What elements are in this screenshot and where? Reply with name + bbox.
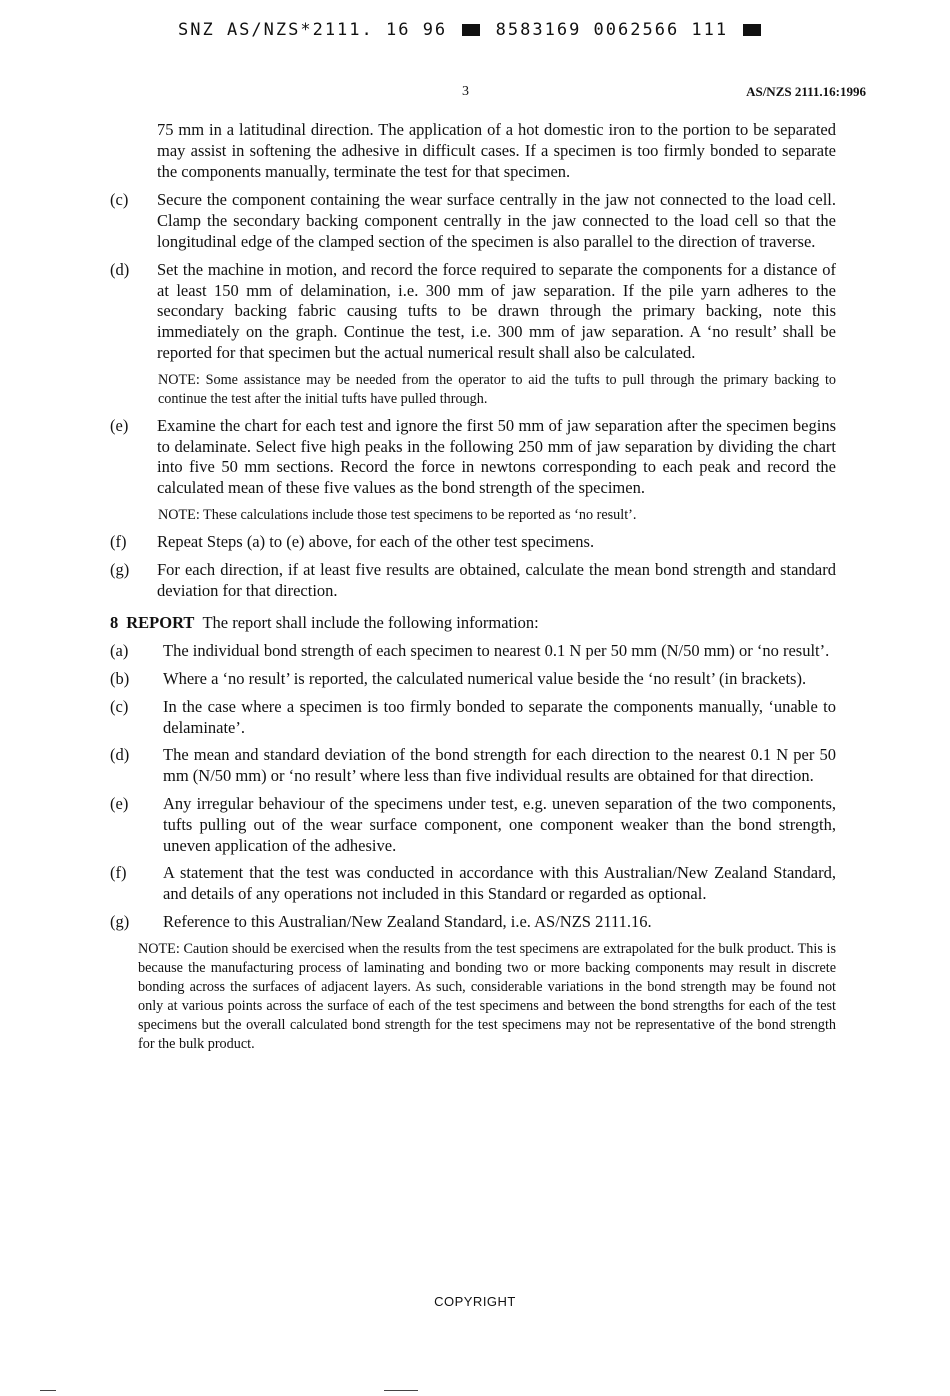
item-label: (c) [110,696,129,716]
final-note: NOTE: Caution should be exercised when the results from the test specimens are extrapolated for the bulk product. This is because the manufacturing process of laminating and bonding two or more backing components may result in discrete bonding across the surfaces of adjacent layers. As such, considerable variations in the bond strength may be found not only at various points across the surface of each of the test specimens and between the bond strengths for each of the test specimens but the overall calculated bond strength for the test specimens may not be representative of the bond strength for the bulk product. [138,940,836,1052]
report-item [110,669,836,690]
item-text: Any irregular behaviour of the specimens under test, e.g. uneven separation of the two components, tufts pulling out of the wear surface component, one component weaker than the bond strength, uneven application of the adhesive. [163,793,836,855]
item-text: Reference to this Australian/New Zealand Standard, i.e. AS/NZS 2111.16. [163,911,652,931]
step-text: Set the machine in motion, and record the force required to separate the components for a distance of at least 150 mm of delamination, i.e. 300 mm of jaw separation. If the pile yarn adheres to the secondary backing fabric causing tufts to be drawn through the primary backing, note this immediately on the graph. Continue the test, i.e. 300 mm of jaw separation. A ‘no result’ shall be reported for that specimen but the actual numerical result shall also be calculated. [157,259,836,362]
item-text: The mean and standard deviation of the bond strength for each direction to the nearest 0.1 N per 50 mm (N/50 mm) or ‘no result’ where less than five individual results are obtained for that direction. [163,745,836,786]
continuation-paragraph: 75 mm in a latitudinal direction. The application of a hot domestic iron to the portion to be separated may assist in softening the adhesive in difficult cases. If a specimen is too firmly bonded to separate the components manually, terminate the test for that specimen. [157,120,836,181]
report-item [110,745,836,787]
item-label: (e) [110,793,129,813]
item-text: A statement that the test was conducted in accordance with this Australian/New Zealand Standard, and details of any operations not included in this Standard or regarded as optional. [163,863,836,904]
black-block-mark [743,24,761,36]
step-text: Examine the chart for each test and ignore the first 50 mm of jaw separation after the specimen begins to delaminate. Select five high peaks in the following 250 mm of jaw separation by dividing the chart into five 50 mm sections. Record the force in newtons corresponding to each peak and record the calculated mean of these five values as the bond strength of the specimen. [157,415,836,498]
report-items-list [110,641,836,933]
step-label: (g) [110,559,130,579]
procedure-step [110,416,836,499]
note: NOTE: These calculations include those test specimens to be reported as ‘no result’. [158,506,637,523]
report-item [110,912,836,933]
step-text: For each direction, if at least five results are obtained, calculate the mean bond strength and standard deviation for that direction. [157,559,836,600]
scan-code-numeric: 8583169 0062566 111 [495,20,729,40]
item-label: (d) [110,745,130,765]
item-text: Where a ‘no result’ is reported, the calculated numerical value beside the ‘no result’ (in brackets). [163,668,807,688]
item-text: The individual bond strength of each specimen to nearest 0.1 N per 50 mm (N/50 mm) or ‘no result’. [163,641,830,661]
report-item [110,697,836,739]
step-label: (f) [110,531,127,551]
section-heading [110,613,836,634]
report-item [110,794,836,856]
scan-code: SNZ AS/NZS*2111. 16 96 [178,20,448,40]
scan-artifact-line [384,1390,418,1391]
report-item [110,641,836,662]
note: NOTE: Some assistance may be needed from the operator to aid the tufts to pull through the primary backing to continue the test after the initial tufts have pulled through. [158,371,836,407]
copyright-footer: COPYRIGHT [434,1294,516,1309]
page-number: 3 [462,84,469,99]
item-label: (b) [110,668,130,688]
step-label: (d) [110,259,130,279]
step-label: (e) [110,415,129,435]
report-item [110,863,836,905]
section-intro: The report shall include the following information: [202,613,539,633]
procedure-step [110,560,836,602]
procedure-step [110,532,836,553]
standard-reference: AS/NZS 2111.16:1996 [746,84,866,99]
page-body [110,120,836,1054]
procedure-step [110,190,836,252]
scan-header-line [178,20,764,40]
step-text: Secure the component containing the wear surface centrally in the jaw not connected to the load cell. Clamp the secondary backing component centrally in the jaw connected to the load cell so that the longitudinal edge of the clamped section of the specimen is also parallel to the direction of traverse. [157,190,836,251]
item-label: (f) [110,863,127,883]
section-title: REPORT [126,613,195,633]
step-label: (c) [110,190,129,210]
scan-artifact-line [40,1390,56,1391]
item-label: (g) [110,911,130,931]
procedure-step [110,260,836,364]
section-number: 8 [110,613,119,633]
item-label: (a) [110,641,129,661]
black-block-mark [462,24,480,36]
step-text: Repeat Steps (a) to (e) above, for each of the other test specimens. [157,531,595,551]
item-text: In the case where a specimen is too firmly bonded to separate the components manually, ‘unable to delaminate’. [163,696,836,737]
